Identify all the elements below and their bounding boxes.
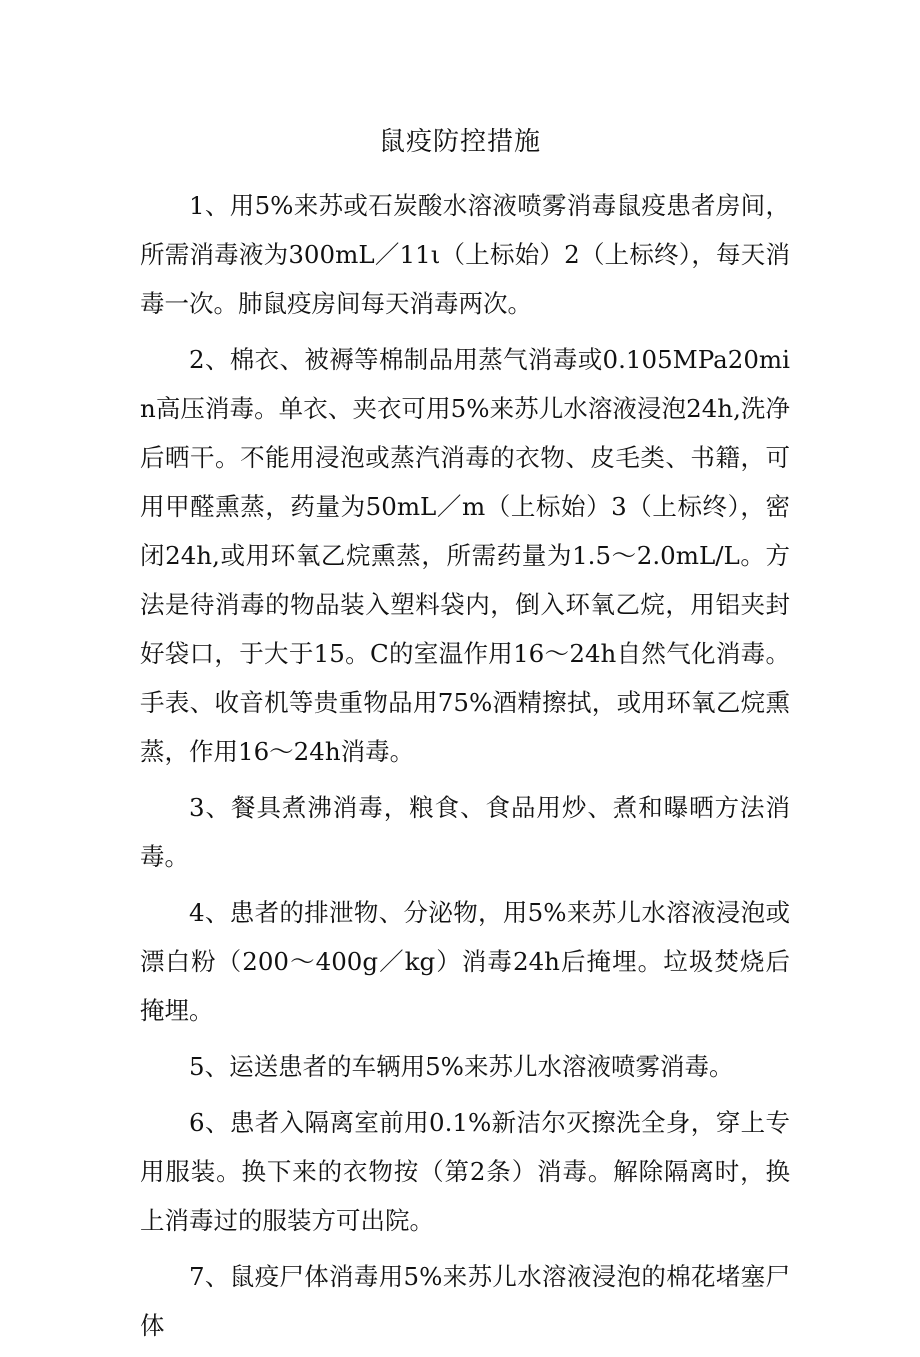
paragraph-5: 5、运送患者的车辆用5%来苏儿水溶液喷雾消毒。 bbox=[189, 1052, 734, 1081]
paragraph-3: 3、餐具煮沸消毒，粮食、食品用炒、煮和曝晒方法消毒。 bbox=[140, 793, 790, 871]
document-body bbox=[140, 181, 790, 1357]
paragraph-4: 4、患者的排泄物、分泌物，用5%来苏儿水溶液浸泡或漂白粉（200～400g／kg）消毒24h后掩埋。垃圾焚烧后掩埋。 bbox=[140, 898, 790, 1025]
paragraph-2: 2、棉衣、被褥等棉制品用蒸气消毒或0.105MPa20min高压消毒。单衣、夹衣可用5%来苏儿水溶液浸泡24h,洗净后晒干。不能用浸泡或蒸汽消毒的衣物、皮毛类、书籍，可用甲醛熏蒸，药量为50mL／m（上标始）3（上标终），密闭24h,或用环氧乙烷熏蒸，所需药量为1.5～2.0mL/L。方法是待消毒的物品装入塑料袋内，倒入环氧乙烷，用铝夹封好袋口，于大于15。C的室温作用16～24h自然气化消毒。手表、收音机等贵重物品用75%酒精擦拭，或用环氧乙烷熏蒸，作用16～24h消毒。 bbox=[140, 345, 790, 766]
paragraph-1: 1、用5%来苏或石炭酸水溶液喷雾消毒鼠疫患者房间，所需消毒液为300mL／11ι（上标始）2（上标终），每天消毒一次。肺鼠疫房间每天消毒两次。 bbox=[140, 191, 790, 318]
paragraph-6: 6、患者入隔离室前用0.1%新洁尔灭擦洗全身，穿上专用服装。换下来的衣物按（第2条）消毒。解除隔离时，换上消毒过的服装方可出院。 bbox=[140, 1108, 790, 1235]
paragraph-7: 7、鼠疫尸体消毒用5%来苏儿水溶液浸泡的棉花堵塞尸体 bbox=[140, 1262, 790, 1340]
document-title: 鼠疫防控措施 bbox=[378, 127, 541, 157]
